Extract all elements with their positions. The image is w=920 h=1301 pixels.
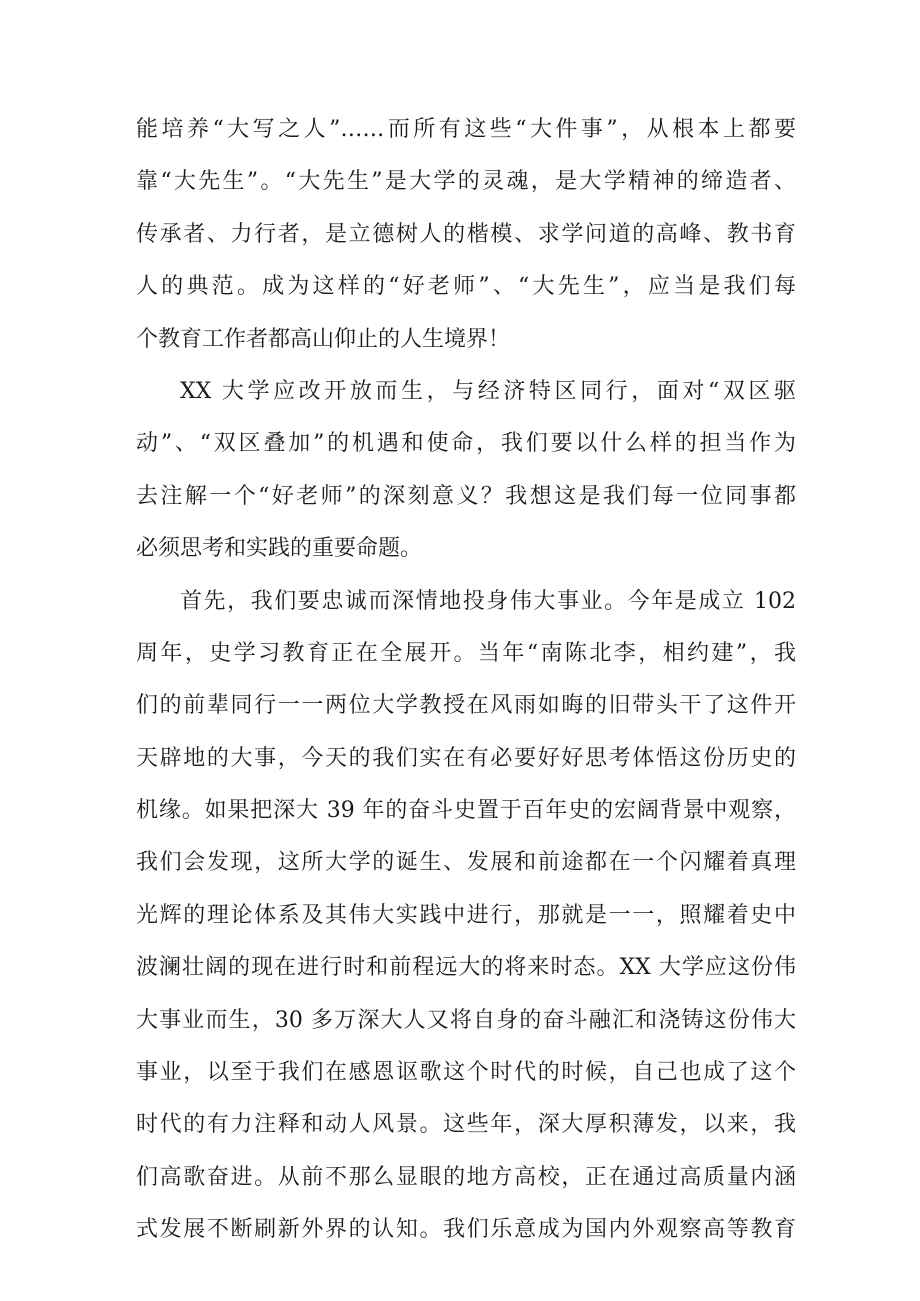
paragraph-3-line-8: 波澜壮阔的现在进行时和前程远大的将来时态。XX 大学应这份伟 (136, 955, 796, 981)
paragraph-2-line-2: 动”、“双区叠加”的机遇和使命，我们要以什么样的担当作为 (136, 431, 796, 457)
paragraph-3-line-2: 周年，史学习教育正在全展开。当年“南陈北李，相约建”，我 (136, 640, 796, 666)
paragraph-2-line-3: 去注解一个“好老师”的深刻意义？我想这是我们每一位同事都 (136, 483, 796, 509)
paragraph-3-line-11: 时代的有力注释和动人风景。这些年，深大厚积薄发，以来，我 (136, 1112, 796, 1138)
paragraph-3-line-9: 大事业而生，30 多万深大人又将自身的奋斗融汇和浇铸这份伟大 (136, 1007, 796, 1033)
paragraph-1-line-3: 传承者、力行者，是立德树人的楷模、求学问道的高峰、教书育 (136, 221, 796, 247)
paragraph-1-line-1: 能培养“大写之人”……而所有这些“大件事”，从根本上都要 (136, 117, 796, 142)
paragraph-3-line-6: 我们会发现，这所大学的诞生、发展和前途都在一个闪耀着真理 (136, 850, 796, 876)
paragraph-1-line-2: 靠“大先生”。“大先生”是大学的灵魂，是大学精神的缔造者、 (136, 169, 796, 195)
paragraph-3-line-12: 们高歌奋进。从前不那么显眼的地方高校，正在通过高质量内涵 (136, 1164, 796, 1190)
paragraph-2-line-4: 必须思考和实践的重要命题。 (136, 536, 423, 562)
paragraph-1-line-5: 个教育工作者都高山仰止的人生境界！ (136, 326, 511, 352)
paragraph-3-line-7: 光辉的理论体系及其伟大实践中进行，那就是一一，照耀着史中 (136, 902, 796, 928)
body-text (136, 104, 796, 1257)
paragraph-3-line-1: 首先，我们要忠诚而深情地投身伟大事业。今年是成立 102 (180, 588, 796, 614)
paragraph-3-line-3: 们的前辈同行一一两位大学教授在风雨如晦的旧带头干了这件开 (136, 693, 796, 719)
paragraph-1-line-4: 人的典范。成为这样的“好老师”、“大先生”，应当是我们每 (136, 274, 796, 300)
paragraph-3-line-4: 天辟地的大事，今天的我们实在有必要好好思考体悟这份历史的 (136, 745, 796, 771)
paragraph-3-line-13: 式发展不断刷新外界的认知。我们乐意成为国内外观察高等教育 (136, 1217, 796, 1243)
paragraph-2-line-1: XX 大学应改开放而生，与经济特区同行，面对“双区驱 (180, 378, 796, 404)
paragraph-3-line-5: 机缘。如果把深大 39 年的奋斗史置于百年史的宏阔背景中观察， (136, 798, 796, 824)
paragraph-3-line-10: 事业，以至于我们在感恩讴歌这个时代的时候，自己也成了这个 (136, 1060, 796, 1086)
